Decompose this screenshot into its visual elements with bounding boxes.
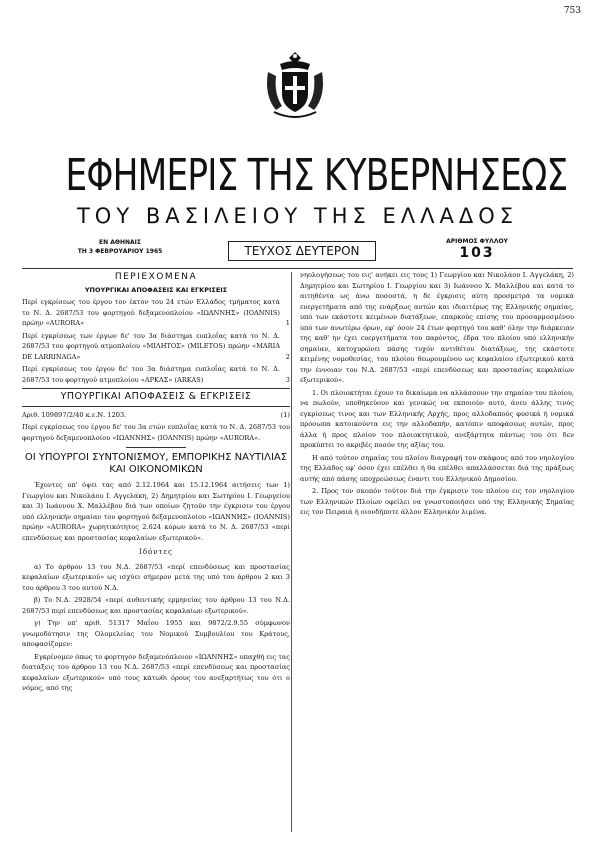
issue-series: ΤΕΥΧΟΣ ΔΕΥΤΕΡΟΝ: [228, 241, 376, 261]
column-separator: [291, 272, 292, 832]
left-column: [22, 272, 290, 696]
body-paragraph: νηολογήσεως του εις' ανήκει εις τους 1) Γεωργίου και Νικολάου Ι. Αγγελάκη, 2) Δημητρίου και Σωτηρίου Ι. Γεωργίου και 3) Ιωάννου Χ. Μαλλέβου και κατά το αιτηθέντα ως άνω ποσοστά, η δε έγκρισις αύτη προσμετρά τα νομικά ευεργετήματα από της ενάρξεως αυτών και ιδιαιτέρως της Ελληνικής σημαίας, υπό των εκάστοτε κειμένων διατάξεων, επαρκούς επίσης του προσαρμοσμένου υπό των ανωτέρω όρων, εφ' όσον 24 έτων φορτηγό του καθ' όλην την διάρκειαν της καθ' ην έχει ευεργετήματα του παρόντος, έδρα του πλοίου υπό ελληνικήν σημαίαν, κατοχυρώνει πάσης τυχόν αντιθέτου διατάξεως, της εκάστοτε κειμένης νομοθεσίας, του πλοίου θεωρουμένου ως κεφαλαίου εξωτερικού κατά την έννοιαν του Ν.Δ. 2687/53 «περί επενδύσεως και προστασίας κεφαλαίων εξωτερικού».: [300, 271, 574, 384]
contents-heading: ΠΕΡΙΕΧΟΜΕΝΑ: [114, 272, 198, 282]
decision-clause: α) Το άρθρον 13 του Ν.Δ. 2687/53 «περί επενδύσεως και προστασίας κεφαλαίων εξωτερικού» ως ισχύει σήμερον μετά της υπό του άρθρου 2 και 3 του άρθρου 3 του αυτού Ν.Δ.: [22, 562, 290, 592]
contents-item-text: Περί εγκρίσεως του έργου δε' του 3α διάστημα ευπλοΐας κατά το Ν. Δ. 2687/53 του φορτηγού ατμοπλοίου «ΑΡΚΑΣ» (ARKAS): [22, 365, 280, 384]
body-paragraph: Η από τούτον σημαίας του πλοίου διαγραφή του σκάφους από του νηολογίου της Ελλάδος εφ' όσον έχει επέλθει ή θα επέλθει απαλλάσσεται διά της πράξεως αυτής από πάσης υποχρεώσεως έναντι του Ελληνικού Δημοσίου.: [300, 453, 574, 483]
sheet-number-box: [422, 238, 532, 261]
gazette-subtitle: ΤΟΥ ΒΑΣΙΛΕΙΟΥ ΤΗΣ ΕΛΛΑΔΟΣ: [76, 204, 519, 228]
contents-item: [22, 331, 290, 363]
issue-place: ΕΝ ΑΘΗΝΑΙΣ: [99, 239, 141, 246]
decision-ref-text: Αριθ. 109897/2/40 κ.ε.Ν. 1203.: [22, 410, 127, 419]
right-column: [300, 270, 574, 520]
small-rule: [126, 447, 186, 448]
issue-date: ΤΗ 3 ΦΕΒΡΟΥΑΡΙΟΥ 1965: [77, 248, 163, 255]
body-paragraph: 2. Προς τον σκοπόν τούτον διά την έγκρισιν του πλοίου εις τον νηολογίου των Ελληνικών Πλοίων οφείλει να γνωστοποιήσει υπό της Ελληνικής Σημαίας εις τον Πειραιά ή οιονδήποτε άλλον Ελληνικόν λιμένα.: [300, 487, 574, 516]
header-rule: [22, 268, 573, 269]
decision-summary: Περί εγκρίσεως του έργου δε' του 3α ετών ευπλοΐας κατά το Ν. Δ. 2687/53 του φορτηγού δεξαμενοπλοίου «ΙΩΑΝΝΗΣ» (IOANNIS) πρώην «AURORA».: [22, 423, 290, 442]
decision-clause: β) Το Ν.Δ. 2928/54 «περί αυθεντικής ερμηνείας του άρθρου 13 του Ν.Δ. 2687/53 περί επενδύσεως και προστασίας κεφαλαίων εξωτερικού».: [22, 596, 290, 615]
contents-item-text: Περί εγκρίσεως των έργων δε' του 3α διάστημα ευπλοΐας κατά το Ν. Δ. 2687/53 του φορτηγού ατμοπλοίου «ΜΙΛΗΤΟΣ» (MILETOS) πρώην «MARIA DE LARRINAGA»: [22, 331, 280, 361]
decisions-heading: ΥΠΟΥΡΓΙΚΑΙ ΑΠΟΦΑΣΕΙΣ & ΕΓΚΡΙΣΕΙΣ: [60, 391, 252, 402]
decision-ref-number: (1): [280, 410, 290, 419]
decision-clause: γ) Την υπ' αριθ. 51317 Μαΐου 1955 και 9872/2.9.55 σύμφωνον γνωμοδότησιν της Ολομελείας του Νομικού Συμβουλίου του Κράτους, αποφασίζομεν:: [22, 619, 290, 648]
decision-preamble: Έχοντες υπ' όψει τας από 2.12.1964 και 15.12.1964 αιτήσεις των 1) Γεωργίου και Νικολάου Ι. Αγγελάκη, 2) Δημητρίου και Σωτηρίου Ι. Γεωργείου και 3) Ιωάννου Χ. Μαλλέβου διά των οποίων ζητούν την έγκρισιν του έργου υπό ελληνικήν σημαίαν του φορτηγού δεξαμενοπλοίου «ΙΩΑΝΝΗΣ» (IOANNIS) πρώην «AURORA» χωρητικότητος 2.624 κόρων κατά το Ν. Δ. 2687/53 «περί επενδύσεως και προστασίας κεφαλαίων εξωτερικού».: [22, 481, 290, 542]
contents-item: [22, 364, 290, 385]
issue-info-bar: [22, 238, 573, 268]
sheet-number-label: ΑΡΙΘΜΟΣ ΦΥΛΛΟΥ: [446, 238, 508, 245]
considering-heading: Ιδόντες: [139, 548, 173, 556]
issue-place-date: [60, 238, 180, 256]
decision-authority: ΟΙ ΥΠΟΥΡΓΟΙ ΣΥΝΤΟΝΙΣΜΟΥ, ΕΜΠΟΡΙΚΗΣ ΝΑΥΤΙΛΙΑΣ ΚΑΙ ΟΙΚΟΝΟΜΙΚΩΝ: [24, 452, 288, 475]
royal-coat-of-arms-icon: [262, 50, 328, 120]
contents-item: [22, 297, 290, 329]
decision-reference: [22, 410, 290, 421]
section-rule: [22, 388, 290, 389]
section-rule: [22, 406, 290, 407]
contents-item-page: 3: [285, 375, 290, 384]
contents-item-page: 1: [285, 319, 290, 327]
gazette-title: ΕΦΗΜΕΡΙΣ ΤΗΣ ΚΥΒΕΡΝΗΣΕΩΣ: [65, 150, 568, 201]
contents-item-text: Περί εγκρίσεως του έργου τον έκτον του 24 ετών Ελλάδος τμήματος κατά το Ν. Δ. 2687/53 του φορτηγού δεξαμενοπλοίου «ΙΩΑΝΝΗΣ» (IOANNIS) πρώην «AURORA»: [22, 298, 280, 327]
contents-subheading: ΥΠΟΥΡΓΙΚΑΙ ΑΠΟΦΑΣΕΙΣ ΚΑΙ ΕΓΚΡΙΣΕΙΣ: [84, 285, 228, 294]
body-paragraph: 1. Οι πλοιοκτήται έχουν το δικαίωμα να αλλάσσουν την σημαίαν του πλοίου, να πωλούν, υποθηκεύουν και γενικώς να εκποιούν αυτό, άνευ άλλης τινός εγκρίσεως τινος και των Ελληνικής Αρχής, προς αλλοδαπούς φυσικά ή νομικά πρόσωπα κατοικούντα εις την αλλοδαπήν, κατόπιν αποφάσεως αυτών, προς άλλα ή προς πλοίον του πλοιοκτητικού, ανεξάρτητα πάντως του ότι δεν προκύπτει το ακριβές ποσόν της αξίας του.: [300, 388, 574, 449]
page-number: 753: [563, 6, 581, 16]
decision-clause: Εγκρίνομεν όπως το φορτηγόν δεξαμενόπλοιον «ΙΩΑΝΝΗΣ» υπαχθή εις τας διατάξεις του άρθρου 13 του Ν.Δ. 2687/53 «περί επενδύσεως και προστασίας κεφαλαίων εξωτερικού» υπό τους κάτωθι όρους του ανεξαρτήτως του ότι ο νόμος, από της: [22, 652, 291, 692]
sheet-number: 103: [459, 245, 495, 261]
contents-item-page: 2: [285, 352, 290, 361]
contents-list: [22, 297, 290, 385]
